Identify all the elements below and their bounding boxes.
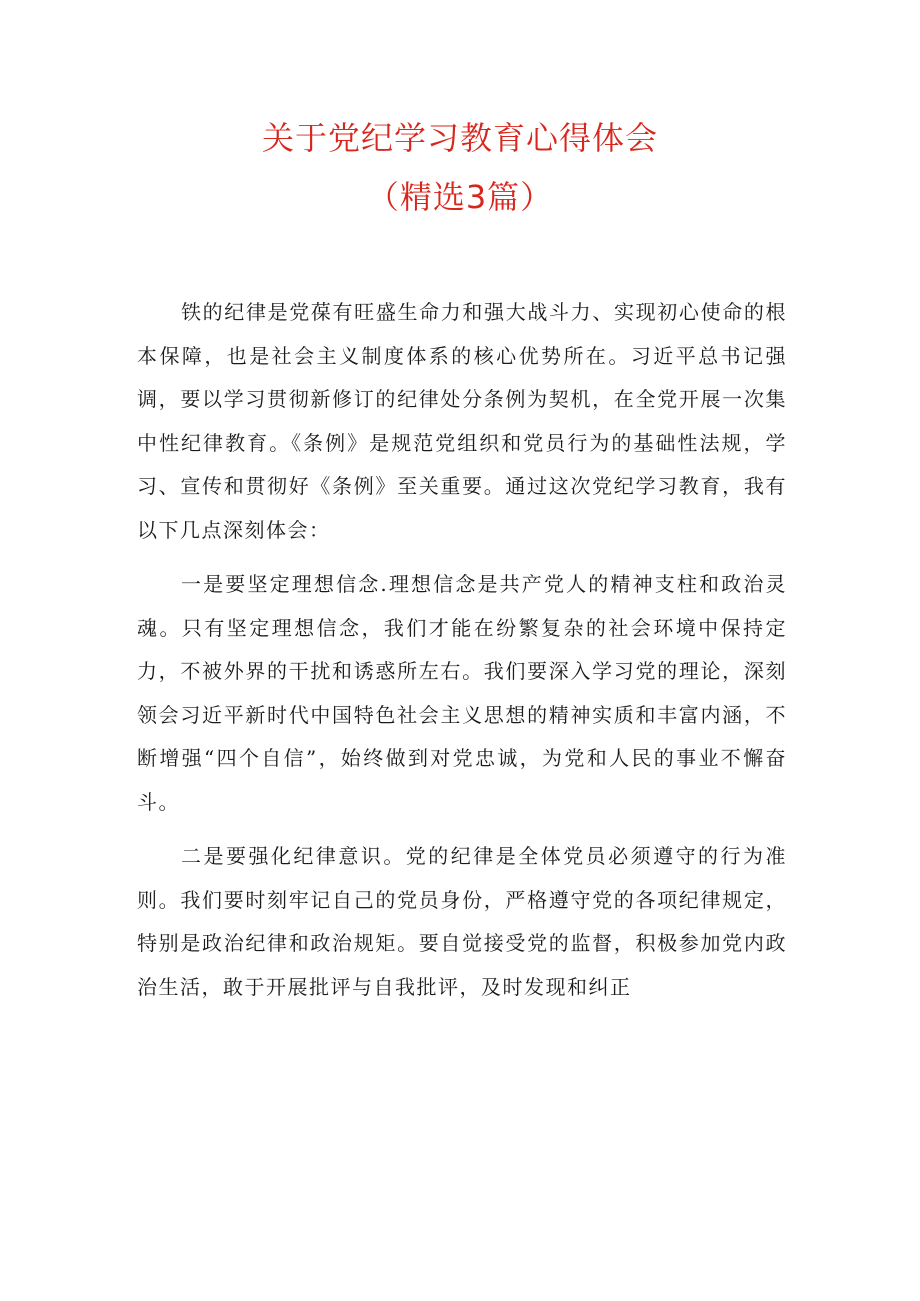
paragraph-point-one: 一是要坚定理想信念.理想信念是共产党人的精神支柱和政治灵魂。只有坚定理想信念，我们才能在纷繁复杂的社会环境中保持定力，不被外界的干扰和诱惑所左右。我们要深入学习党的理论，深刻领会习近平新时代中国特色社会主义思想的精神实质和丰富内涵，不断增强“四个自信”，始终做到对党忠诚，为党和人民的事业不懈奋斗。 bbox=[137, 572, 787, 814]
paragraph-1-block bbox=[137, 291, 787, 552]
paragraph-intro: 铁的纪律是党葆有旺盛生命力和强大战斗力、实现初心使命的根本保障，也是社会主义制度体系的核心优势所在。习近平总书记强调，要以学习贯彻新修订的纪律处分条例为契机，在全党开展一次集中性纪律教育。《条例》是规范党组织和党员行为的基础性法规，学习、宣传和贯彻好《条例》至关重要。通过这次党纪学习教育，我有以下几点深刻体会： bbox=[137, 300, 787, 542]
paragraph-point-two: 二是要强化纪律意识。党的纪律是全体党员必须遵守的行为准则。我们要时刻牢记自己的党员身份，严格遵守党的各项纪律规定，特别是政治纪律和政治规矩。要自觉接受党的监督，积极参加党内政治生活，敢于开展批评与自我批评，及时发现和纠正 bbox=[137, 844, 787, 999]
document-title: 关于党纪学习教育心得体会 bbox=[261, 119, 658, 157]
document-subtitle: （精选3篇） bbox=[366, 178, 554, 216]
paragraph-2-block bbox=[137, 563, 787, 824]
paragraph-3-block bbox=[137, 835, 787, 1009]
